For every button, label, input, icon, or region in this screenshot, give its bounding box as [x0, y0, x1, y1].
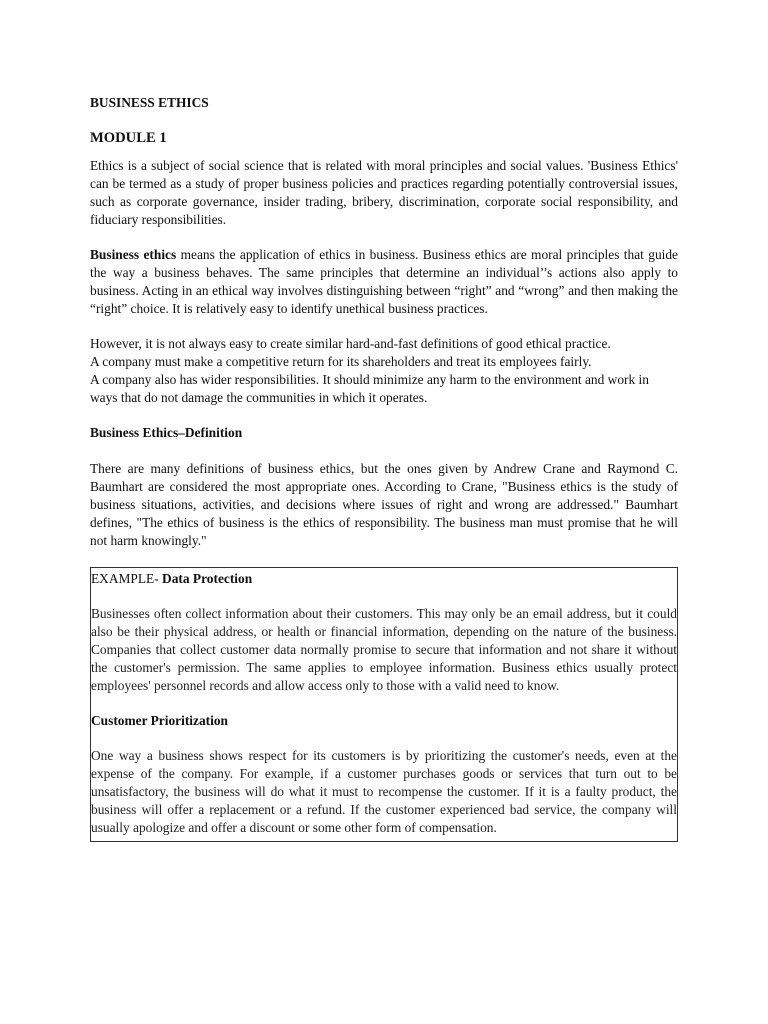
example-title	[91, 570, 677, 588]
definition-paragraph: There are many definitions of business ethics, but the ones given by Andrew Crane and Raymond C. Baumhart are considered the most appropriate ones. According to Crane, "Business ethics is the study of business situations, activities, and decisions where issues of right and wrong are addressed." Baumhart defines, "The ethics of business is the ethics of responsibility. The business man must promise that he will not harm knowingly."	[90, 461, 678, 548]
module-heading: MODULE 1	[90, 130, 167, 146]
prioritization-heading: Customer Prioritization	[91, 713, 228, 728]
however-line-2: A company must make a competitive return for its shareholders and treat its employees fairly.	[90, 354, 592, 369]
example-title-prefix: EXAMPLE-	[91, 571, 163, 586]
however-paragraph	[90, 335, 678, 407]
meaning-text: means the application of ethics in business. Business ethics are moral principles that guide the way a business behaves. The same principles that determine an individual’’s actions also apply to business. Acting in an ethical way involves distinguishing between “right” and “wrong” and then making the “right” choice. It is relatively easy to identify unethical business practices.	[90, 247, 678, 316]
definition-heading: Business Ethics–Definition	[90, 425, 243, 440]
document-page	[90, 94, 678, 842]
example-box	[90, 567, 678, 842]
example-title-bold: Data Protection	[162, 571, 253, 586]
document-title: BUSINESS ETHICS	[90, 95, 209, 110]
meaning-term: Business ethics	[90, 247, 177, 262]
however-line-3: A company also has wider responsibilities. It should minimize any harm to the environment and work in ways that do not damage the communities in which it operates.	[90, 372, 649, 405]
however-line-1: However, it is not always easy to create similar hard-and-fast definitions of good ethical practice.	[90, 336, 611, 351]
intro-paragraph: Ethics is a subject of social science that is related with moral principles and social values. 'Business Ethics' can be termed as a study of proper business policies and practices regarding potentially controversial issues, such as corporate governance, insider trading, bribery, discrimination, corporate social responsibility, and fiduciary responsibilities.	[90, 158, 678, 227]
meaning-paragraph	[90, 246, 678, 318]
prioritization-paragraph: One way a business shows respect for its customers is by prioritizing the customer's needs, even at the expense of the company. For example, if a customer purchases goods or services that turn out to be unsatisfactory, the business will do what it must to recompense the customer. If it is a faulty product, the business will offer a replacement or a refund. If the customer experienced bad service, the company will usually apologize and offer a discount or some other form of compensation.	[91, 748, 677, 835]
data-protection-paragraph: Businesses often collect information about their customers. This may only be an email address, but it could also be their physical address, or health or financial information, depending on the nature of the business. Companies that collect customer data normally promise to secure that information and not share it without the customer's permission. The same applies to employee information. Business ethics usually protect employees' personnel records and allow access only to those with a valid need to know.	[91, 606, 677, 693]
